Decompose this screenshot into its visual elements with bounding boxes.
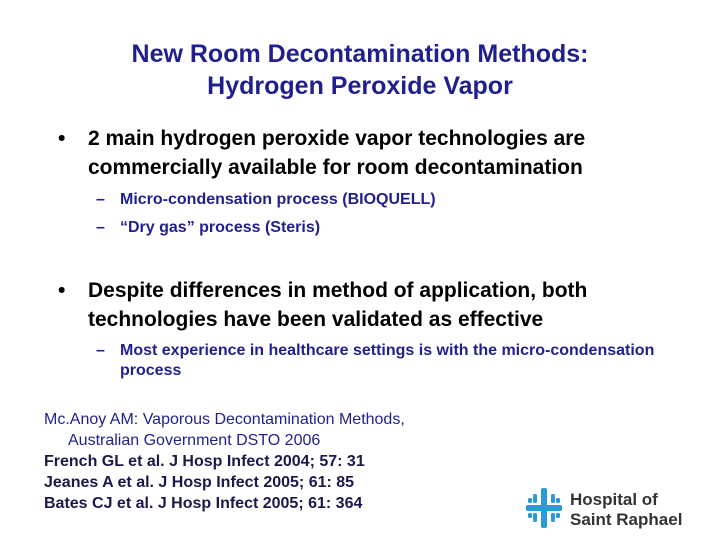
sub-bullet-text: Micro-condensation process (BIOQUELL): [120, 191, 436, 208]
reference-item: Mc.Anoy AM: Vaporous Decontamination Methods,: [44, 411, 405, 428]
bullet-text: Despite differences in method of application, both technologies have been validated as effective: [88, 279, 588, 331]
title-line-1: New Room Decontamination Methods:: [131, 40, 589, 68]
sub-bullet-2-1: [96, 341, 676, 381]
reference-item: Jeanes A et al. J Hosp Infect 2005; 61: 85: [44, 474, 355, 491]
sub-bullet-marker: –: [96, 219, 105, 236]
hospital-logo: [526, 488, 686, 532]
hospital-cross-icon: [526, 488, 562, 528]
reference-item: Australian Government DSTO 2006: [68, 432, 321, 449]
sub-bullet-marker: –: [96, 342, 105, 359]
title-line-2: Hydrogen Peroxide Vapor: [207, 72, 513, 100]
bullet-marker: •: [58, 127, 66, 150]
reference-item: Bates CJ et al. J Hosp Infect 2005; 61: 364: [44, 495, 363, 512]
bullet-marker: •: [58, 279, 66, 302]
hospital-name-line-2: Saint Raphael: [570, 510, 683, 529]
slide-title: [0, 38, 720, 102]
sub-bullet-text: “Dry gas” process (Steris): [120, 219, 321, 236]
references: [44, 409, 504, 514]
sub-bullet-1-1: [96, 190, 676, 210]
bullet-2: [58, 276, 678, 334]
reference-item: French GL et al. J Hosp Infect 2004; 57: 31: [44, 453, 365, 470]
bullet-1: [58, 124, 678, 182]
bullet-text: 2 main hydrogen peroxide vapor technologies are commercially available for room decontamination: [88, 127, 586, 179]
sub-bullet-1-2: [96, 218, 676, 238]
sub-bullet-text: Most experience in healthcare settings is with the micro-condensation process: [120, 342, 655, 379]
sub-bullet-marker: –: [96, 191, 105, 208]
hospital-name-line-1: Hospital of: [570, 490, 658, 509]
hospital-name: [570, 490, 682, 530]
